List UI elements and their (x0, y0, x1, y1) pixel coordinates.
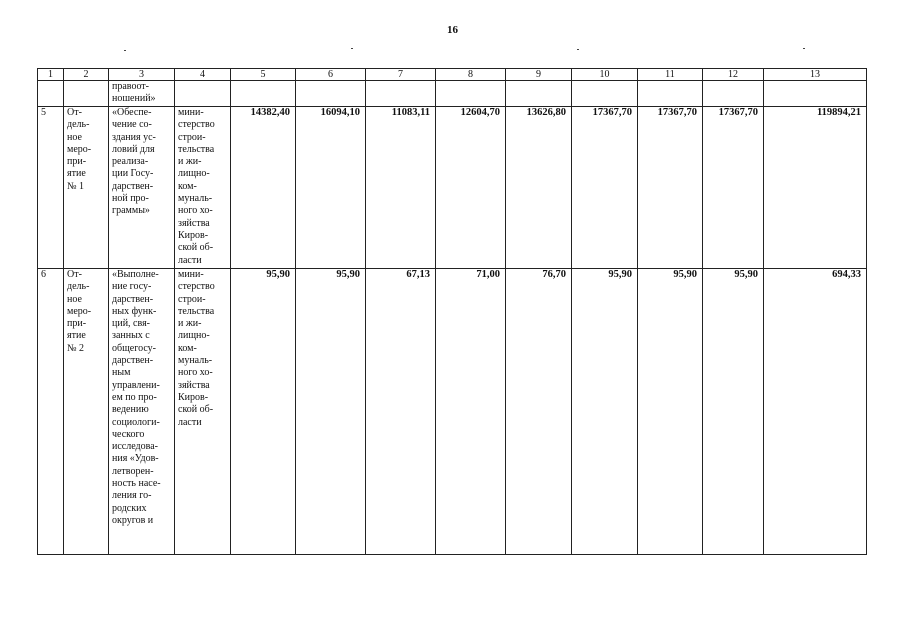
table-row (38, 107, 867, 269)
value-cell: 95,90 (638, 269, 703, 555)
column-number: 6 (296, 69, 366, 81)
budget-table (37, 68, 867, 555)
column-number: 1 (38, 69, 64, 81)
value-cell: 95,90 (703, 269, 764, 555)
scan-speck (577, 49, 579, 50)
measure-content: правоот- ношений» (109, 81, 175, 107)
value-cell: 17367,70 (638, 107, 703, 269)
scan-speck (124, 50, 126, 51)
value-cell (436, 81, 506, 107)
value-cell: 76,70 (506, 269, 572, 555)
row-number: 5 (38, 107, 64, 269)
value-cell: 13626,80 (506, 107, 572, 269)
column-number: 12 (703, 69, 764, 81)
value-cell (764, 81, 867, 107)
measure-name (64, 81, 109, 107)
value-cell: 67,13 (366, 269, 436, 555)
measure-name: От- дель- ное меро- при- ятие № 1 (64, 107, 109, 269)
row-number (38, 81, 64, 107)
column-number: 13 (764, 69, 867, 81)
column-number: 2 (64, 69, 109, 81)
column-number: 4 (175, 69, 231, 81)
value-cell (703, 81, 764, 107)
value-cell (506, 81, 572, 107)
value-cell (572, 81, 638, 107)
measure-content: «Обеспе- чение со- здания ус- ловий для реализа- ции Госу- дарствен- ной про- граммы» (109, 107, 175, 269)
value-cell: 119894,21 (764, 107, 867, 269)
value-cell (638, 81, 703, 107)
value-cell: 11083,11 (366, 107, 436, 269)
column-number: 5 (231, 69, 296, 81)
value-cell: 16094,10 (296, 107, 366, 269)
value-cell: 95,90 (296, 269, 366, 555)
scan-speck (351, 48, 353, 49)
executor: мини- стерство строи- тельства и жи- лищно- ком- муналь- ного хо- зяйства Киров- ской об- ласти (175, 107, 231, 269)
column-number: 7 (366, 69, 436, 81)
scan-speck (803, 48, 805, 49)
executor: мини- стерство строи- тельства и жи- лищно- ком- муналь- ного хо- зяйства Киров- ской об- ласти (175, 269, 231, 555)
column-number: 11 (638, 69, 703, 81)
value-cell: 95,90 (572, 269, 638, 555)
value-cell: 95,90 (231, 269, 296, 555)
page-number: 16 (447, 24, 458, 36)
column-number: 8 (436, 69, 506, 81)
measure-content: «Выполне- ние госу- дарствен- ных функ- ций, свя- занных с общегосу- дарствен- ным управлени- ем по про- ведению социологи- ческого исследова- ния «Удов- летворен- ность насе- ления го- родских округов и (109, 269, 175, 555)
value-cell: 17367,70 (703, 107, 764, 269)
measure-name: От- дель- ное меро- при- ятие № 2 (64, 269, 109, 555)
value-cell: 12604,70 (436, 107, 506, 269)
column-number: 10 (572, 69, 638, 81)
value-cell (296, 81, 366, 107)
executor (175, 81, 231, 107)
table-row (38, 81, 867, 107)
value-cell: 17367,70 (572, 107, 638, 269)
value-cell: 694,33 (764, 269, 867, 555)
row-number: 6 (38, 269, 64, 555)
value-cell (366, 81, 436, 107)
value-cell (231, 81, 296, 107)
column-number-row (38, 69, 867, 81)
value-cell: 14382,40 (231, 107, 296, 269)
column-number: 3 (109, 69, 175, 81)
table-row (38, 269, 867, 555)
column-number: 9 (506, 69, 572, 81)
value-cell: 71,00 (436, 269, 506, 555)
